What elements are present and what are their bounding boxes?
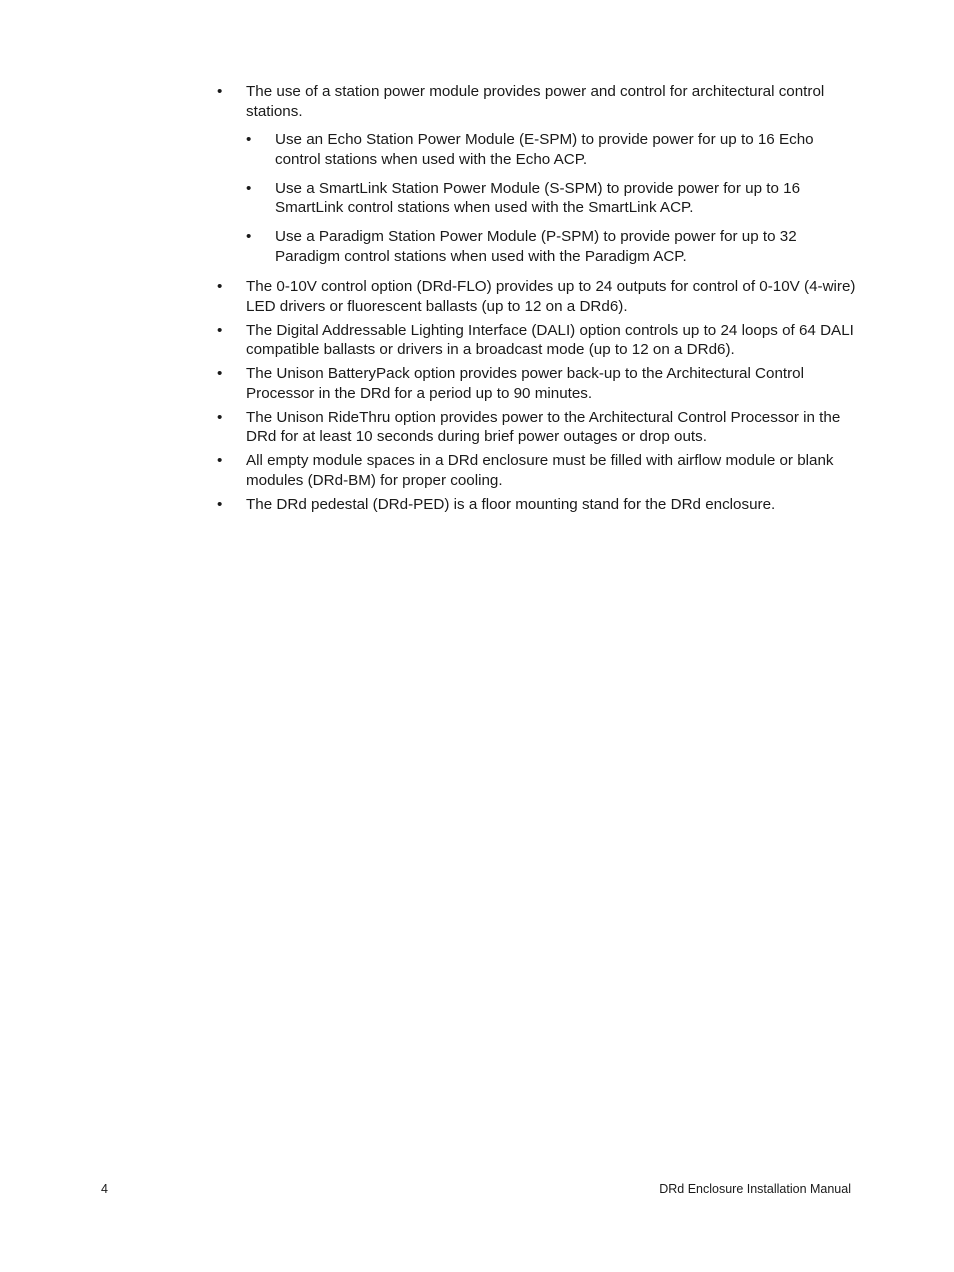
list-item-text: The 0-10V control option (DRd-FLO) provides up to 24 outputs for control of 0-10V (4-wire) LED drivers or fluorescent ballasts (up to 12 on a DRd6). [246,278,856,315]
list-item [217,451,857,490]
bullet-icon: • [217,365,223,382]
list-item [217,495,857,515]
bullet-icon: • [217,321,223,339]
list-item-text: All empty module spaces in a DRd enclosure must be filled with airflow module or blank modules (DRd-BM) for proper cooling. [246,452,834,489]
page-number: 4 [101,1182,108,1196]
document-body [217,82,857,519]
list-item-text: The Digital Addressable Lighting Interface (DALI) option controls up to 24 loops of 64 DALI compatible ballasts or drivers in a broadcast mode (up to 12 on a DRd6). [246,321,854,358]
bullet-icon: • [246,228,252,245]
bullet-icon: • [217,495,223,513]
bullet-icon: • [246,131,252,148]
sub-list-item-text: Use a Paradigm Station Power Module (P-SPM) to provide power for up to 32 Paradigm control stations when used with the Paradigm ACP. [275,228,797,265]
bullet-icon: • [217,278,223,295]
list-item [217,408,857,447]
bullet-icon: • [217,452,223,469]
bullet-list [217,82,857,514]
bullet-icon: • [217,83,223,100]
sub-list-item [246,130,857,169]
sub-list-item-text: Use a SmartLink Station Power Module (S-SPM) to provide power for up to 16 SmartLink control stations when used with the SmartLink ACP. [275,179,801,216]
sub-list-item [246,179,857,218]
document-title: DRd Enclosure Installation Manual [659,1182,851,1196]
bullet-icon: • [217,408,223,426]
list-item [217,82,857,266]
list-item-text: The DRd pedestal (DRd-PED) is a floor mounting stand for the DRd enclosure. [246,495,776,513]
list-item-text: The use of a station power module provides power and control for architectural control stations. [246,83,825,120]
list-item [217,277,857,316]
sub-list-item [246,227,857,266]
bullet-icon: • [246,179,252,197]
sub-list-item-text: Use an Echo Station Power Module (E-SPM) to provide power for up to 16 Echo control stations when used with the Echo ACP. [275,131,814,168]
list-item-text: The Unison BatteryPack option provides power back-up to the Architectural Control Processor in the DRd for a period up to 90 minutes. [246,365,805,402]
list-item-text: The Unison RideThru option provides power to the Architectural Control Processor in the DRd for at least 10 seconds during brief power outages or drop outs. [246,408,841,445]
sub-bullet-list [246,130,857,266]
list-item [217,364,857,403]
list-item [217,321,857,360]
